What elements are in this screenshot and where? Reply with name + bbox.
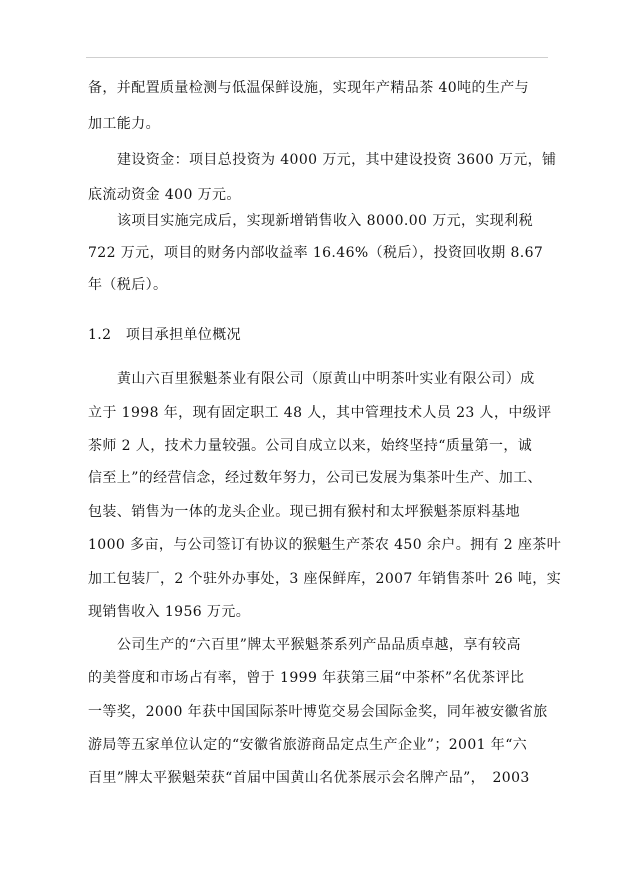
text-line: 加工包装厂，2 个驻外办事处，3 座保鲜库，2007 年销售茶叶 26 吨，实 [88,571,562,587]
header-rule [86,57,548,58]
text-line: 茶师 2 人，技术力量较强。公司自成立以来，始终坚持“质量第一，诚 [88,438,533,454]
text-line: 公司生产的“六百里”牌太平猴魁茶系列产品品质卓越，享有较高 [117,637,521,653]
text-line: 包装、销售为一体的龙头企业。现已拥有猴村和太坪猴魁茶原料基地 [88,504,520,520]
text-line: 立于 1998 年，现有固定职工 48 人，其中管理技术人员 23 人，中级评 [88,405,552,421]
text-line: 年（税后）。 [88,277,168,293]
text-line: 1000 多亩，与公司签订有协议的猴魁生产茶农 450 余户。拥有 2 座茶叶 [88,537,562,553]
text-line: 信至上”的经营信念，经过数年努力，公司已发展为集茶叶生产、加工、 [88,470,542,486]
text-line: 百里”牌太平猴魁荣获“首届中国黄山名优茶展示会名牌产品”， 2003 [88,770,530,786]
text-line: 的美誉度和市场占有率，曾于 1999 年获第三届“中茶杯”名优茶评比 [88,670,525,686]
section-heading: 1.2 项目承担单位概况 [88,327,242,343]
text-line: 游局等五家单位认定的“安徽省旅游商品定点生产企业”；2001 年“六 [88,737,528,753]
text-line: 该项目实施完成后，实现新增销售收入 8000.00 万元，实现利税 [117,213,533,229]
text-line: 现销售收入 1956 万元。 [88,604,251,620]
text-line: 黄山六百里猴魁茶业有限公司（原黄山中明茶叶实业有限公司）成 [117,371,535,387]
text-line: 722 万元，项目的财务内部收益率 16.46%（税后），投资回收期 8.67 [88,245,544,261]
text-line: 加工能力。 [88,116,160,132]
text-line: 备，并配置质量检测与低温保鲜设施，实现年产精品茶 40吨的生产与 [88,80,530,96]
text-line: 建设资金：项目总投资为 4000 万元，其中建设投资 3600 万元，铺 [117,152,557,168]
text-line: 一等奖，2000 年获中国国际茶叶博览交易会国际金奖，同年被安徽省旅 [88,704,548,720]
text-line: 底流动资金 400 万元。 [88,187,241,203]
